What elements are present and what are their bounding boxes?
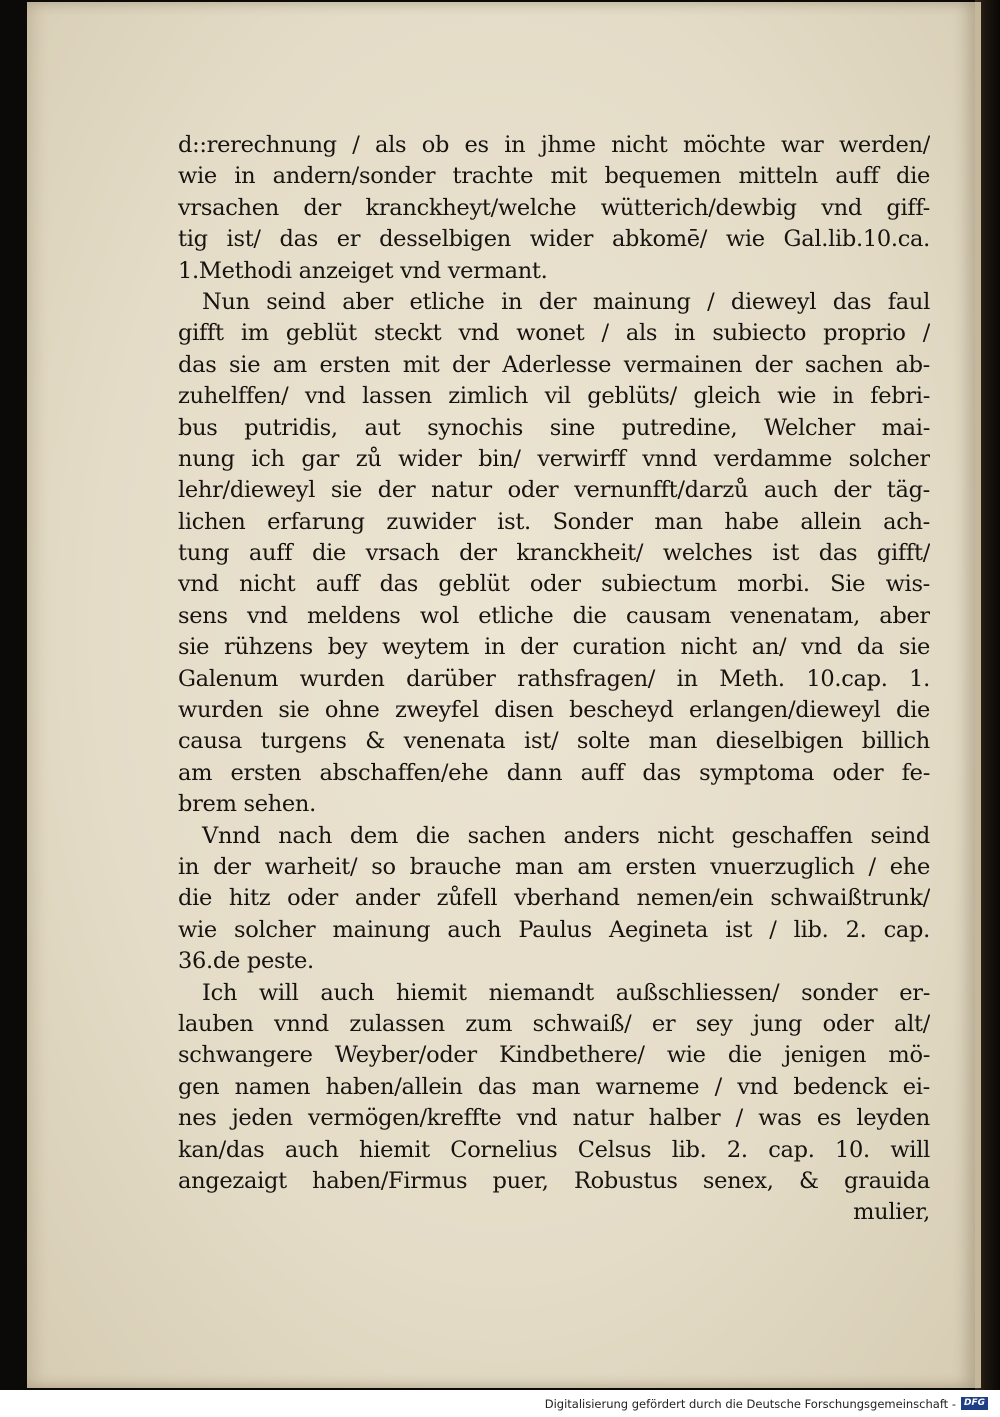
text-line: kan/das auch hiemit Cornelius Celsus lib. 2. cap. 10. will bbox=[178, 1136, 930, 1163]
text-line: causa turgens & venenata ist/ solte man dieselbigen billich bbox=[178, 728, 930, 755]
page-text-block bbox=[178, 130, 930, 1229]
text-line: tig ist/ das er desselbigen wider abkomē/ wie Gal.lib.10.ca. bbox=[178, 226, 930, 253]
text-line: Nun seind aber etliche in der mainung / dieweyl das faul bbox=[202, 288, 930, 315]
text-line: tung auff die vrsach der kranckheit/ welches ist das gifft/ bbox=[178, 540, 930, 567]
text-line: lauben vnnd zulassen zum schwaiß/ er sey jung oder alt/ bbox=[178, 1010, 930, 1037]
dfg-logo: DFG bbox=[961, 1397, 988, 1410]
text-line: nes jeden vermögen/kreffte vnd natur halber / was es leyden bbox=[178, 1105, 930, 1132]
text-line: d::rerechnung / als ob es in jhme nicht möchte war werden/ bbox=[178, 132, 930, 158]
funding-credit: Digitalisierung gefördert durch die Deutsche Forschungsgemeinschaft - bbox=[544, 1397, 956, 1411]
text-line: Ich will auch hiemit niemandt außschliessen/ sonder er- bbox=[202, 979, 930, 1006]
text-line: vrsachen der kranckheyt/welche wütterich/dewbig vnd giff- bbox=[178, 194, 930, 221]
catchword: mulier, bbox=[853, 1199, 930, 1226]
text-line: wie in andern/sonder trachte mit bequemen mitteln auff die bbox=[178, 163, 930, 190]
text-line: brem sehen. bbox=[178, 791, 316, 818]
text-line: zuhelffen/ vnd lassen zimlich vil geblüts/ gleich wie in febri- bbox=[178, 383, 930, 410]
text-line: lichen erfarung zuwider ist. Sonder man habe allein ach- bbox=[178, 508, 930, 535]
text-line: vnd nicht auff das geblüt oder subiectum morbi. Sie wis- bbox=[178, 571, 930, 598]
text-line: gen namen haben/allein das man warneme / vnd bedenck ei- bbox=[178, 1073, 930, 1100]
text-line: in der warheit/ so brauche man am ersten vnuerzuglich / ehe bbox=[178, 853, 930, 880]
text-line: nung ich gar zů wider bin/ verwirff vnnd verdamme solcher bbox=[178, 445, 930, 472]
text-line: wie solcher mainung auch Paulus Aegineta ist / lib. 2. cap. bbox=[178, 916, 930, 943]
text-line: sie rühzens bey weytem in der curation nicht an/ vnd da sie bbox=[178, 634, 930, 661]
text-line: am ersten abschaffen/ehe dann auff das symptoma oder fe- bbox=[178, 759, 930, 786]
text-line: schwangere Weyber/oder Kindbethere/ wie die jenigen mö- bbox=[178, 1042, 930, 1069]
text-line: sens vnd meldens wol etliche die causam venenatam, aber bbox=[178, 602, 930, 629]
text-line: 36.de peste. bbox=[178, 948, 314, 975]
text-line: die hitz oder ander zůfell vberhand nemen/ein schwaißtrunk/ bbox=[178, 885, 930, 912]
text-line: angezaigt haben/Firmus puer, Robustus senex, & grauida bbox=[178, 1167, 930, 1194]
text-line: 1.Methodi anzeiget vnd vermant. bbox=[178, 257, 548, 284]
text-line: gifft im geblüt steckt vnd wonet / als in subiecto proprio / bbox=[178, 320, 930, 347]
text-line: lehr/dieweyl sie der natur oder vernunfft/darzů auch der täg- bbox=[178, 477, 930, 504]
text-line: Vnnd nach dem die sachen anders nicht geschaffen seind bbox=[202, 822, 930, 849]
text-line: Galenum wurden darüber rathsfragen/ in Meth. 10.cap. 1. bbox=[178, 665, 930, 692]
text-line: wurden sie ohne zweyfel disen bescheyd erlangen/dieweyl die bbox=[178, 697, 930, 724]
text-line: das sie am ersten mit der Aderlesse vermainen der sachen ab- bbox=[178, 351, 930, 378]
text-line: bus putridis, aut synochis sine putredine, Welcher mai- bbox=[178, 414, 930, 441]
